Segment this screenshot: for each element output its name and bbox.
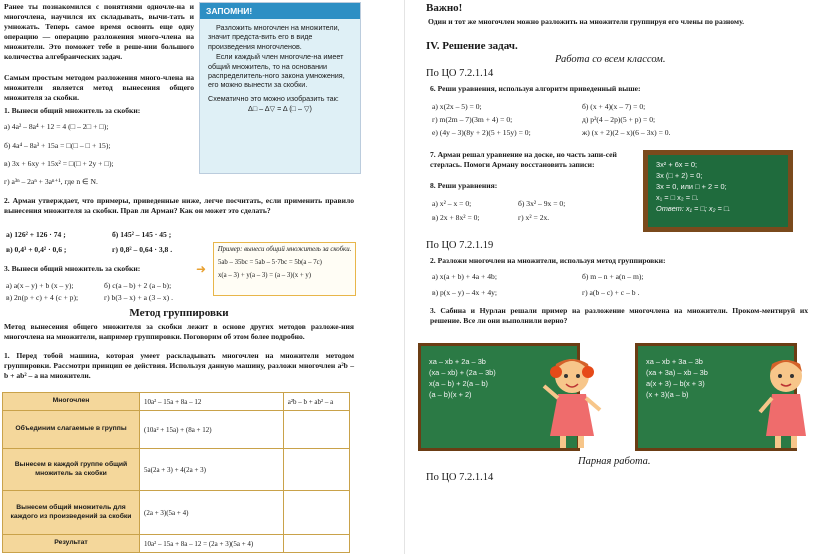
table-cell	[283, 535, 349, 553]
example-title: Пример: вынеси общий множитель за скобки.	[217, 246, 352, 253]
task2-title: 2. Арман утверждает, что примеры, приведенные ниже, легче посчитать, если применить правило вынесения множителя за скобки. Прав ли Арман? Как он может это сделать?	[4, 196, 354, 215]
intro-paragraph-2: Самым простым методом разложения много-члена на множители является метод вынесения общего множителя за скобки.	[4, 73, 194, 102]
table-row	[3, 411, 350, 449]
pair-work-label: Парная работа.	[578, 456, 651, 467]
example-line-1: 5ab – 35bc = 5ab – 5·7bc = 5b(a – 7c)	[218, 259, 322, 266]
zapomni-box	[199, 2, 361, 174]
intro-paragraph-1: Ранее ты познакомился с понятиями одночле-на и многочлена, научился их складывать, вычи-тать и умножать. Теперь самое время освоить еще одну операцию — операцию разложения много-члена на множители. Это поможет тебе в реше-нии большого количества алгебраических задач.	[4, 2, 194, 61]
table-label: Объединим слагаемые в группы	[3, 411, 140, 449]
q2-item-c: в) p(x – y) – 4x + 4y;	[432, 288, 498, 297]
task3-item-d: г) b(3 – x) + a (3 – x) .	[104, 293, 173, 302]
q3-title: 3. Сабина и Нурлан решали пример на разложение многочлена на множители. Проком-ментируй их решение. Все ли они выполнили верно?	[430, 306, 808, 325]
task1-item-b: б) 4a⁴ – 8a³ + 15a = □(□ – □ + 15);	[4, 141, 111, 150]
q6-item-b: б) (x + 4)(x – 7) = 0;	[582, 102, 646, 111]
table-row	[3, 393, 350, 411]
table-cell	[283, 411, 349, 449]
table-cell	[283, 491, 349, 535]
co-label-2: По ЦО 7.2.1.19	[426, 240, 494, 251]
zapomni-text-2: Если каждый член многочле-на имеет общий множитель, то на основании распределитель-ного закона умножения, его можно вынести за скобки.	[208, 52, 345, 90]
board2-line: x(a – b) + 2(a – b)	[429, 379, 488, 388]
q6-title: 6. Реши уравнения, используя алгоритм приведенный выше:	[430, 84, 641, 93]
q8-item-a: а) x² – x = 0;	[432, 199, 472, 208]
board2-line: (a – b)(x + 2)	[429, 390, 472, 399]
q6-item-d: д) p²(4 – 2p)(5 + p) = 0;	[582, 115, 656, 124]
zapomni-body	[200, 19, 360, 118]
table-label: Результат	[3, 535, 140, 553]
board1-answer: Ответ: x₁ = □; x₂ = □.	[656, 204, 731, 213]
zapomni-text-3: Схематично это можно изобразить так:	[208, 93, 339, 103]
example-box	[213, 242, 356, 296]
task-grouping: 1. Перед тобой машина, которая умеет раскладывать многочлен на множители методом группировки. Рассмотри принцип ее действия. Используя данную машину, разложи многочлен a²b – b + ab² – a на множители.	[4, 351, 354, 380]
task3-item-b: б) c(a – b) + 2 (a – b);	[104, 281, 172, 290]
grouping-table	[2, 392, 350, 553]
chalkboard-1	[643, 150, 793, 232]
table-cell: 5a(2a + 3) + 4(2a + 3)	[140, 449, 284, 491]
table-cell: (10a² + 15a) + (8a + 12)	[140, 411, 284, 449]
q6-item-zh: ж) (x + 2)(2 – x)(6 – 3x) = 0.	[582, 128, 671, 137]
board1-line: 3x = 0, или □ + 2 = 0;	[656, 182, 727, 191]
task3-title: 3. Вынеси общий множитель за скобки:	[4, 264, 141, 273]
q7-title: 7. Арман решал уравнение на доске, но часть запи-сей стерлась. Помоги Арману восстановить записи:	[430, 150, 617, 169]
task1-item-d: г) a³ⁿ – 2aⁿ + 3aⁿ⁺¹, где n ∈ N.	[4, 177, 98, 186]
co-label-1: По ЦО 7.2.1.14	[426, 68, 494, 79]
table-label: Вынесем общий множитель для каждого из произведений за скобки	[3, 491, 140, 535]
table-row	[3, 491, 350, 535]
board2-line: xa – xb + 2a – 3b	[429, 357, 486, 366]
q2-title: 2. Разложи многочлен на множители, используя метод группировки:	[430, 256, 666, 265]
q2-item-d: г) a(b – c) + c – b .	[582, 288, 640, 297]
task2-item-b: б) 145² – 145 · 45 ;	[112, 230, 172, 239]
section-title: IV. Решение задач.	[426, 40, 518, 52]
board1-line: 3x (□ + 2) = 0;	[656, 171, 703, 180]
zapomni-text-1: Разложить многочлен на множители, значит предста-вить его в виде произведения многочленов.	[208, 23, 340, 51]
arrow-right-icon: ➜	[196, 262, 207, 276]
zapomni-formula: Δ□ – Δ▽ = Δ (□ – ▽)	[248, 104, 312, 114]
table-cell: (2a + 3)(5a + 4)	[140, 491, 284, 535]
q8-item-c: в) 2x + 8x² = 0;	[432, 213, 480, 222]
board1-line: 3x² + 6x = 0;	[656, 160, 698, 169]
class-work-label: Работа со всем классом.	[555, 54, 666, 65]
board3-line: xa – xb + 3a – 3b	[646, 357, 703, 366]
task2-item-a: а) 126² + 126 · 74 ;	[6, 230, 66, 239]
important-text: Один и тот же многочлен можно разложить на множители группируя его члены по разному.	[428, 17, 745, 26]
q8-title: 8. Реши уравнения:	[430, 181, 498, 190]
method-title: Метод группировки	[129, 307, 229, 319]
q2-item-b: б) m – n + a(n – m);	[582, 272, 644, 281]
task2-item-d: г) 0,8² – 0,64 · 3,8 .	[112, 245, 173, 254]
task1-title: 1. Вынеси общий множитель за скобки:	[4, 106, 141, 115]
table-cell: 10a² – 15a + 8a – 12 = (2a + 3)(5a + 4)	[140, 535, 284, 553]
task1-item-a: а) 4a² – 8a⁴ + 12 = 4 (□ – 2□ + □);	[4, 122, 109, 131]
girl-illustration-1	[538, 350, 606, 450]
board3-line: (xa + 3a) – xb – 3b	[646, 368, 708, 377]
q6-item-a: а) x(2x – 5) = 0;	[432, 102, 482, 111]
girl-illustration-2	[756, 350, 816, 450]
zapomni-title: ЗАПОМНИ!	[200, 3, 360, 19]
co-label-3: По ЦО 7.2.1.14	[426, 472, 494, 483]
q6-item-e: е) (4y – 3)(8y + 2)(5 + 15y) = 0;	[432, 128, 531, 137]
method-paragraph: Метод вынесения общего множителя за скобки лежит в основе других методов разложе-ния многочлена на множители, например группировки. Поговорим об этом более подробно.	[4, 322, 354, 341]
task3-item-c: в) 2n(p + c) + 4 (c + p);	[6, 293, 79, 302]
q2-item-a: а) x(a + b) + 4a + 4b;	[432, 272, 497, 281]
important-title: Важно!	[426, 2, 463, 14]
board3-line: (x + 3)(a – b)	[646, 390, 689, 399]
task3-item-a: а) a(x – y) + b (x – y);	[6, 281, 74, 290]
table-cell: a²b – b + ab² – a	[283, 393, 349, 411]
table-cell: 10a² – 15a + 8a – 12	[140, 393, 284, 411]
board2-line: (xa – xb) + (2a – 3b)	[429, 368, 496, 377]
example-line-2: x(a – 3) + y(a – 3) = (a – 3)(x + y)	[218, 272, 312, 279]
q6-item-g: г) m(2m – 7)(3m + 4) = 0;	[432, 115, 513, 124]
table-row	[3, 449, 350, 491]
q8-item-b: б) 3x² – 9x = 0;	[518, 199, 566, 208]
table-cell	[283, 449, 349, 491]
task2-item-c: в) 0,4³ + 0,4² · 0,6 ;	[6, 245, 67, 254]
board1-line: x₁ = □ x₂ = □.	[656, 193, 699, 202]
task1-item-c: в) 3x + 6xy + 15x² = □(□ + 2y + □);	[4, 159, 114, 168]
board3-line: a(x + 3) – b(x + 3)	[646, 379, 705, 388]
table-label: Вынесем в каждой группе общий множитель за скобки	[3, 449, 140, 491]
page-divider	[404, 0, 405, 554]
q8-item-d: г) x² = 2x.	[518, 213, 550, 222]
table-label: Многочлен	[3, 393, 140, 411]
table-row	[3, 535, 350, 553]
